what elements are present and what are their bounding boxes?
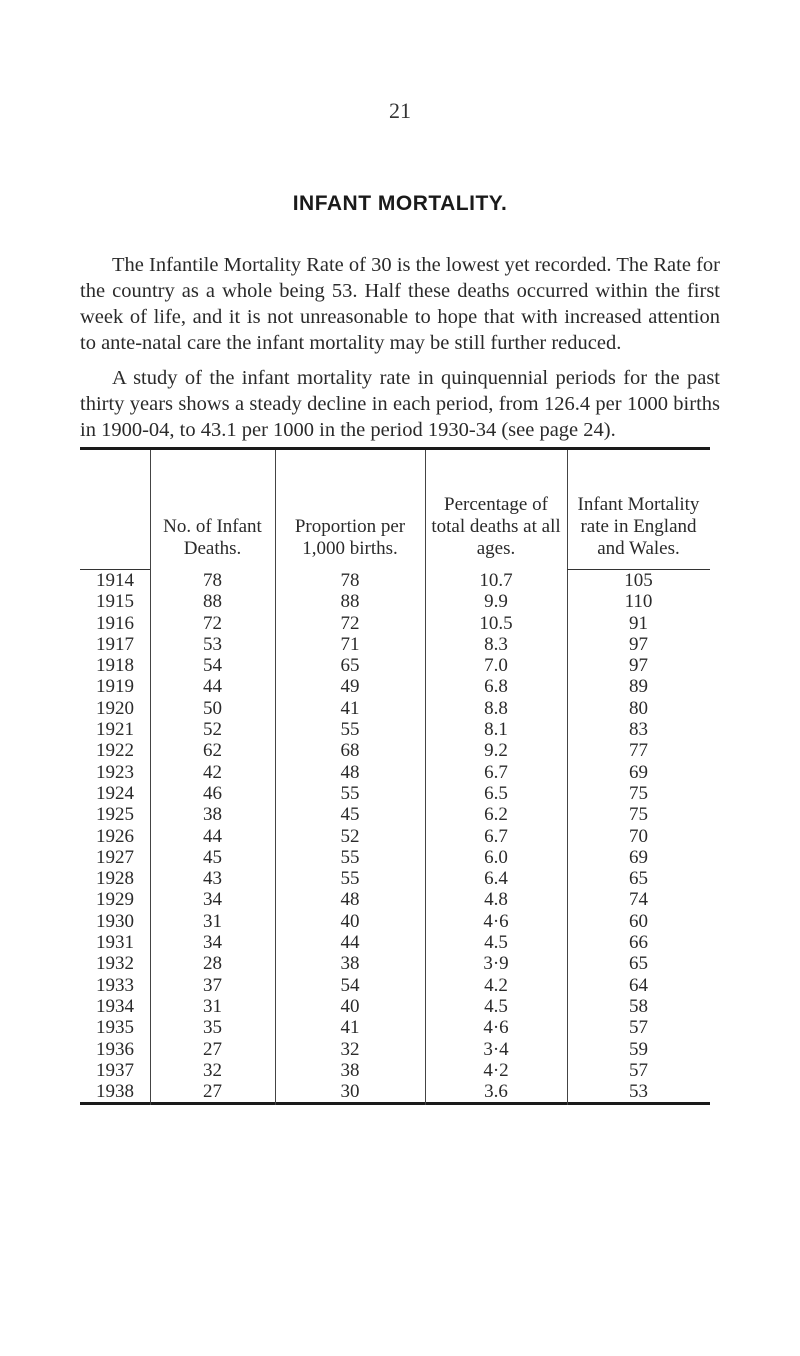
cell-infant-deaths: 44 (203, 825, 222, 847)
cell-year: 1936 (96, 1038, 134, 1060)
cell-year: 1926 (96, 825, 134, 847)
cell-year: 1935 (96, 1017, 134, 1039)
cell-infant-deaths: 46 (203, 782, 222, 804)
cell-year: 1938 (96, 1081, 134, 1103)
cell-infant-deaths: 32 (203, 1059, 222, 1081)
cell-england-wales: 75 (629, 782, 648, 804)
cell-infant-deaths: 78 (203, 570, 222, 591)
cell-percentage: 4·6 (483, 1017, 509, 1039)
cell-year: 1930 (96, 910, 134, 932)
table-row (80, 1060, 710, 1081)
table-row (80, 613, 710, 634)
cell-england-wales: 69 (629, 846, 648, 868)
cell-proportion: 54 (340, 974, 360, 996)
cell-infant-deaths: 28 (203, 953, 222, 975)
cell-percentage: 4·6 (483, 910, 509, 932)
table-row (80, 889, 710, 910)
cell-infant-deaths: 44 (203, 676, 222, 698)
cell-proportion: 65 (340, 655, 360, 677)
cell-infant-deaths: 34 (203, 932, 222, 954)
table-row (80, 783, 710, 804)
cell-england-wales: 89 (629, 676, 648, 698)
table-row (80, 1039, 710, 1060)
cell-year: 1927 (96, 846, 134, 868)
table-row (80, 655, 710, 676)
cell-year: 1919 (96, 676, 134, 698)
infant-mortality-table (80, 447, 710, 1105)
cell-proportion: 52 (340, 825, 360, 847)
table-row (80, 804, 710, 825)
cell-year: 1918 (96, 655, 134, 677)
cell-year: 1920 (96, 697, 134, 719)
cell-year: 1924 (96, 782, 134, 804)
cell-england-wales: 58 (629, 995, 648, 1017)
cell-england-wales: 80 (629, 697, 648, 719)
cell-year: 1915 (96, 591, 134, 613)
cell-year: 1933 (96, 974, 134, 996)
cell-england-wales: 59 (629, 1038, 648, 1060)
cell-proportion: 55 (340, 868, 360, 890)
table-body (80, 570, 710, 1102)
header-year (80, 450, 150, 570)
table-row (80, 719, 710, 740)
cell-england-wales: 91 (629, 612, 648, 634)
cell-percentage: 10.5 (479, 612, 513, 634)
cell-percentage: 3.6 (484, 1081, 508, 1103)
cell-england-wales: 65 (629, 868, 648, 890)
cell-infant-deaths: 52 (203, 719, 222, 741)
cell-proportion: 44 (340, 932, 360, 954)
header-divider (150, 450, 151, 570)
paragraph-quinquennial-study: A study of the infant mortality rate in quinquennial periods for the past thirty years shows a steady decline in each period, from 126.4 per 1000 births in 1900-04, to 43.1 per 1000 in the period 1930-34 (see page 24). (80, 367, 720, 441)
cell-infant-deaths: 53 (203, 633, 222, 655)
header-divider (275, 450, 276, 570)
cell-percentage: 8.8 (484, 697, 508, 719)
cell-year: 1917 (96, 633, 134, 655)
cell-year: 1921 (96, 719, 134, 741)
cell-infant-deaths: 88 (203, 591, 222, 613)
table-row (80, 676, 710, 697)
table-row (80, 847, 710, 868)
cell-percentage: 7.0 (484, 655, 508, 677)
page-number: 21 (389, 98, 411, 123)
cell-year: 1929 (96, 889, 134, 911)
cell-england-wales: 57 (629, 1059, 648, 1081)
table-bottom-rule (80, 1102, 710, 1105)
cell-percentage: 8.3 (484, 633, 508, 655)
table-row (80, 911, 710, 932)
cell-proportion: 88 (340, 591, 360, 613)
table-row (80, 570, 710, 591)
header-england-wales: Infant Mortality rate in England and Wales. (577, 494, 700, 559)
cell-proportion: 48 (340, 761, 360, 783)
cell-england-wales: 53 (629, 1081, 648, 1103)
cell-england-wales: 64 (629, 974, 648, 996)
cell-proportion: 55 (340, 782, 360, 804)
cell-proportion: 40 (340, 910, 360, 932)
header-proportion: Proportion per 1,000 births. (294, 516, 406, 559)
cell-year: 1937 (96, 1059, 134, 1081)
cell-england-wales: 70 (629, 825, 648, 847)
cell-england-wales: 60 (629, 910, 648, 932)
cell-year: 1925 (96, 804, 134, 826)
cell-percentage: 6.7 (484, 761, 508, 783)
cell-proportion: 40 (340, 995, 360, 1017)
cell-infant-deaths: 38 (203, 804, 222, 826)
cell-england-wales: 66 (629, 932, 648, 954)
cell-england-wales: 57 (629, 1017, 648, 1039)
table-row (80, 826, 710, 847)
cell-infant-deaths: 54 (203, 655, 222, 677)
cell-percentage: 6.4 (484, 868, 508, 890)
cell-england-wales: 83 (629, 719, 648, 741)
table-row (80, 740, 710, 761)
cell-proportion: 71 (340, 633, 360, 655)
cell-year: 1923 (96, 761, 134, 783)
cell-infant-deaths: 62 (203, 740, 222, 762)
header-divider (567, 450, 568, 570)
cell-percentage: 3·4 (483, 1038, 509, 1060)
table-row (80, 591, 710, 612)
cell-percentage: 4.2 (484, 974, 508, 996)
cell-infant-deaths: 35 (203, 1017, 222, 1039)
cell-percentage: 4.5 (484, 932, 508, 954)
cell-infant-deaths: 50 (203, 697, 222, 719)
cell-year: 1914 (96, 570, 134, 591)
table-row (80, 932, 710, 953)
cell-year: 1916 (96, 612, 134, 634)
cell-infant-deaths: 72 (203, 612, 222, 634)
cell-england-wales: 77 (629, 740, 648, 762)
cell-year: 1932 (96, 953, 134, 975)
cell-infant-deaths: 27 (203, 1038, 222, 1060)
cell-percentage: 6.5 (484, 782, 508, 804)
cell-england-wales: 75 (629, 804, 648, 826)
cell-proportion: 48 (340, 889, 360, 911)
cell-proportion: 30 (340, 1081, 360, 1103)
header-percentage: Percentage of total deaths at all ages. (431, 494, 561, 559)
table-row (80, 996, 710, 1017)
cell-infant-deaths: 42 (203, 761, 222, 783)
cell-england-wales: 97 (629, 633, 648, 655)
cell-percentage: 6.0 (484, 846, 508, 868)
paragraph-lowest-rate: The Infantile Mortality Rate of 30 is the lowest yet recorded. The Rate for the country as a whole being 53. Half these deaths occurred within the first week of life, and it is not unreasonable to hope that with increased attention to ante-natal care the infant mortality may be still further reduced. (80, 254, 720, 354)
cell-percentage: 9.9 (484, 591, 508, 613)
cell-proportion: 68 (340, 740, 360, 762)
cell-infant-deaths: 37 (203, 974, 222, 996)
cell-percentage: 9.2 (484, 740, 508, 762)
header-divider (425, 450, 426, 570)
cell-percentage: 8.1 (484, 719, 508, 741)
cell-infant-deaths: 27 (203, 1081, 222, 1103)
cell-percentage: 6.7 (484, 825, 508, 847)
cell-percentage: 4.8 (484, 889, 508, 911)
cell-proportion: 78 (340, 570, 360, 591)
cell-year: 1931 (96, 932, 134, 954)
cell-proportion: 38 (340, 1059, 360, 1081)
table-row (80, 1081, 710, 1102)
cell-infant-deaths: 34 (203, 889, 222, 911)
cell-percentage: 4·2 (483, 1059, 509, 1081)
cell-year: 1922 (96, 740, 134, 762)
cell-infant-deaths: 31 (203, 995, 222, 1017)
cell-proportion: 41 (340, 1017, 360, 1039)
cell-infant-deaths: 43 (203, 868, 222, 890)
cell-proportion: 38 (340, 953, 360, 975)
cell-year: 1934 (96, 995, 134, 1017)
table-row (80, 762, 710, 783)
section-heading: INFANT MORTALITY. (292, 192, 508, 215)
cell-proportion: 45 (340, 804, 360, 826)
header-infant-deaths: No. of Infant Deaths. (163, 516, 262, 559)
cell-england-wales: 65 (629, 953, 648, 975)
cell-proportion: 55 (340, 719, 360, 741)
cell-percentage: 6.2 (484, 804, 508, 826)
cell-proportion: 55 (340, 846, 360, 868)
table-row (80, 634, 710, 655)
cell-england-wales: 97 (629, 655, 648, 677)
cell-percentage: 10.7 (479, 570, 513, 591)
cell-proportion: 41 (340, 697, 360, 719)
cell-percentage: 6.8 (484, 676, 508, 698)
cell-proportion: 72 (340, 612, 360, 634)
cell-infant-deaths: 31 (203, 910, 222, 932)
cell-infant-deaths: 45 (203, 846, 222, 868)
table-row (80, 868, 710, 889)
cell-england-wales: 69 (629, 761, 648, 783)
table-row (80, 975, 710, 996)
cell-year: 1928 (96, 868, 134, 890)
cell-percentage: 3·9 (483, 953, 509, 975)
table-row (80, 1017, 710, 1038)
cell-england-wales: 74 (629, 889, 648, 911)
cell-england-wales: 110 (624, 591, 653, 613)
cell-percentage: 4.5 (484, 995, 508, 1017)
table-row (80, 953, 710, 974)
cell-england-wales: 105 (624, 570, 653, 591)
table-row (80, 698, 710, 719)
cell-proportion: 32 (340, 1038, 360, 1060)
cell-proportion: 49 (340, 676, 360, 698)
table-header-row (80, 450, 710, 570)
